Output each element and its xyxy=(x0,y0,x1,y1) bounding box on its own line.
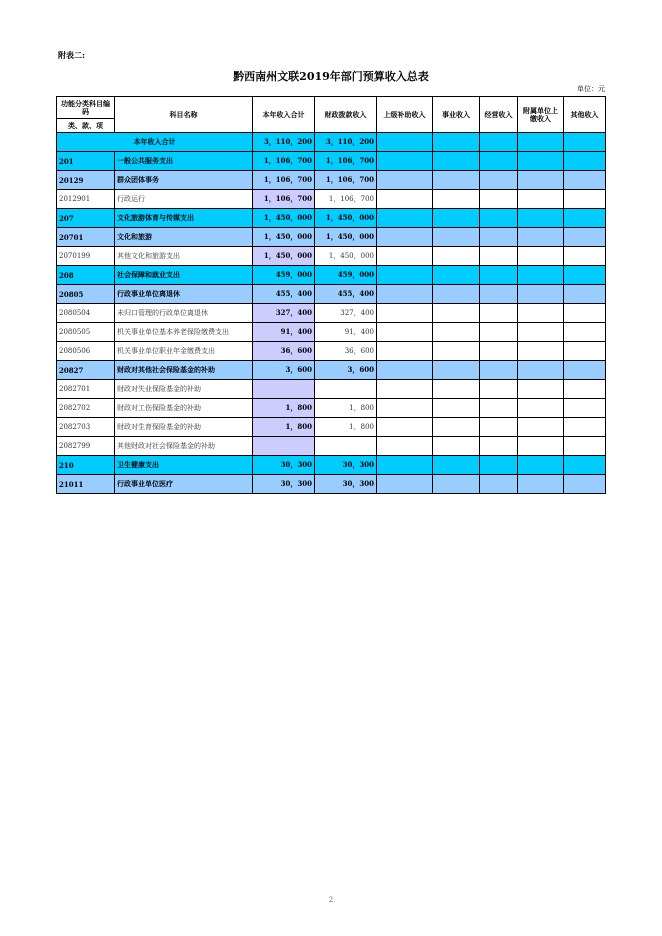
row-code: 2082799 xyxy=(57,437,115,456)
row-subject-name: 财政对工伤保险基金的补助 xyxy=(115,399,253,418)
row-code: 20827 xyxy=(57,361,115,380)
row-fiscal: 91，400 xyxy=(315,323,377,342)
empty-cell xyxy=(433,152,480,171)
empty-cell xyxy=(377,399,433,418)
empty-cell xyxy=(433,285,480,304)
empty-cell xyxy=(377,285,433,304)
row-total: 1，106，700 xyxy=(253,171,315,190)
empty-cell xyxy=(433,342,480,361)
row-subject-name: 财政对失业保险基金的补助 xyxy=(115,380,253,399)
empty-cell xyxy=(433,399,480,418)
header-other: 其他收入 xyxy=(564,97,606,133)
table-row xyxy=(57,399,606,418)
row-total xyxy=(253,437,315,456)
row-code: 2012901 xyxy=(57,190,115,209)
empty-cell xyxy=(377,209,433,228)
empty-cell xyxy=(433,380,480,399)
table-row xyxy=(57,304,606,323)
empty-cell xyxy=(377,266,433,285)
row-subject-name: 文化旅游体育与传媒支出 xyxy=(115,209,253,228)
empty-cell xyxy=(564,152,606,171)
empty-cell xyxy=(518,380,564,399)
empty-cell xyxy=(564,475,606,494)
empty-cell xyxy=(480,152,518,171)
total-row-fiscal: 3，110，200 xyxy=(315,133,377,152)
header-business: 事业收入 xyxy=(433,97,480,133)
empty-cell xyxy=(377,133,433,152)
empty-cell xyxy=(564,209,606,228)
row-code: 2080504 xyxy=(57,304,115,323)
total-row xyxy=(57,133,606,152)
row-subject-name: 行政事业单位医疗 xyxy=(115,475,253,494)
empty-cell xyxy=(433,323,480,342)
empty-cell xyxy=(480,399,518,418)
row-fiscal: 1，106，700 xyxy=(315,171,377,190)
table-row xyxy=(57,209,606,228)
row-subject-name: 行政运行 xyxy=(115,190,253,209)
empty-cell xyxy=(518,152,564,171)
empty-cell xyxy=(433,190,480,209)
empty-cell xyxy=(564,418,606,437)
row-subject-name: 其他文化和旅游支出 xyxy=(115,247,253,266)
table-row xyxy=(57,456,606,475)
empty-cell xyxy=(377,228,433,247)
row-subject-name: 文化和旅游 xyxy=(115,228,253,247)
empty-cell xyxy=(377,304,433,323)
empty-cell xyxy=(518,437,564,456)
empty-cell xyxy=(433,437,480,456)
header-class-item: 类、款、项 xyxy=(57,119,115,133)
table-row xyxy=(57,266,606,285)
row-total xyxy=(253,380,315,399)
empty-cell xyxy=(480,247,518,266)
empty-cell xyxy=(518,304,564,323)
empty-cell xyxy=(377,475,433,494)
empty-cell xyxy=(480,456,518,475)
row-code: 2082702 xyxy=(57,399,115,418)
empty-cell xyxy=(564,342,606,361)
row-code: 2080505 xyxy=(57,323,115,342)
empty-cell xyxy=(564,285,606,304)
row-code: 20805 xyxy=(57,285,115,304)
empty-cell xyxy=(518,209,564,228)
empty-cell xyxy=(518,228,564,247)
row-code: 21011 xyxy=(57,475,115,494)
row-total: 459，000 xyxy=(253,266,315,285)
empty-cell xyxy=(564,247,606,266)
header-fiscal: 财政拨款收入 xyxy=(315,97,377,133)
table-row xyxy=(57,475,606,494)
row-fiscal: 1，450，000 xyxy=(315,209,377,228)
row-total: 1，800 xyxy=(253,399,315,418)
row-subject-name: 群众团体事务 xyxy=(115,171,253,190)
empty-cell xyxy=(564,456,606,475)
row-fiscal xyxy=(315,380,377,399)
header-total: 本年收入合计 xyxy=(253,97,315,133)
row-fiscal: 1，450，000 xyxy=(315,228,377,247)
budget-income-table xyxy=(56,96,606,494)
row-subject-name: 财政对生育保险基金的补助 xyxy=(115,418,253,437)
row-total: 30，300 xyxy=(253,456,315,475)
row-total: 1，450，000 xyxy=(253,247,315,266)
empty-cell xyxy=(433,456,480,475)
header-subject-name: 科目名称 xyxy=(115,97,253,133)
empty-cell xyxy=(518,475,564,494)
row-fiscal: 30，300 xyxy=(315,456,377,475)
empty-cell xyxy=(480,171,518,190)
total-row-label: 本年收入合计 xyxy=(57,133,253,152)
row-fiscal: 327，400 xyxy=(315,304,377,323)
table-row xyxy=(57,361,606,380)
document-title: 黔西南州文联2019年部门预算收入总表 xyxy=(233,70,429,83)
row-code: 2082701 xyxy=(57,380,115,399)
empty-cell xyxy=(564,380,606,399)
row-subject-name: 机关事业单位基本养老保险缴费支出 xyxy=(115,323,253,342)
empty-cell xyxy=(433,171,480,190)
page-number: 2 xyxy=(328,896,334,904)
empty-cell xyxy=(480,475,518,494)
empty-cell xyxy=(377,380,433,399)
empty-cell xyxy=(433,266,480,285)
row-total: 1，106，700 xyxy=(253,190,315,209)
empty-cell xyxy=(377,190,433,209)
empty-cell xyxy=(564,190,606,209)
row-fiscal: 30，300 xyxy=(315,475,377,494)
empty-cell xyxy=(518,285,564,304)
empty-cell xyxy=(518,190,564,209)
row-total: 1，450，000 xyxy=(253,209,315,228)
row-code: 2080506 xyxy=(57,342,115,361)
row-code: 20129 xyxy=(57,171,115,190)
row-subject-name: 机关事业单位职业年金缴费支出 xyxy=(115,342,253,361)
empty-cell xyxy=(433,361,480,380)
row-total: 1，800 xyxy=(253,418,315,437)
empty-cell xyxy=(564,133,606,152)
row-code: 207 xyxy=(57,209,115,228)
empty-cell xyxy=(564,171,606,190)
row-subject-name: 财政对其他社会保险基金的补助 xyxy=(115,361,253,380)
row-code: 20701 xyxy=(57,228,115,247)
empty-cell xyxy=(480,304,518,323)
empty-cell xyxy=(377,437,433,456)
row-subject-name: 社会保障和就业支出 xyxy=(115,266,253,285)
empty-cell xyxy=(518,133,564,152)
empty-cell xyxy=(377,456,433,475)
header-row xyxy=(57,97,606,119)
empty-cell xyxy=(480,228,518,247)
total-row-total: 3，110，200 xyxy=(253,133,315,152)
empty-cell xyxy=(433,418,480,437)
header-operating: 经营收入 xyxy=(480,97,518,133)
empty-cell xyxy=(480,418,518,437)
empty-cell xyxy=(518,171,564,190)
row-total: 327，400 xyxy=(253,304,315,323)
table-row xyxy=(57,152,606,171)
empty-cell xyxy=(433,133,480,152)
row-code: 2070199 xyxy=(57,247,115,266)
empty-cell xyxy=(480,133,518,152)
row-subject-name: 其他财政对社会保险基金的补助 xyxy=(115,437,253,456)
row-fiscal: 1，106，700 xyxy=(315,152,377,171)
attachment-label: 附表二: xyxy=(58,50,85,60)
table-row xyxy=(57,437,606,456)
row-code: 2082703 xyxy=(57,418,115,437)
header-superior: 上级补助收入 xyxy=(377,97,433,133)
empty-cell xyxy=(564,399,606,418)
empty-cell xyxy=(480,266,518,285)
table-row xyxy=(57,228,606,247)
header-func-code: 功能分类科目编码 xyxy=(57,97,115,119)
empty-cell xyxy=(433,475,480,494)
table-row xyxy=(57,380,606,399)
empty-cell xyxy=(377,361,433,380)
row-total: 36，600 xyxy=(253,342,315,361)
empty-cell xyxy=(377,323,433,342)
unit-label: 单位：元 xyxy=(577,85,605,93)
empty-cell xyxy=(518,247,564,266)
table-row xyxy=(57,342,606,361)
table-row xyxy=(57,190,606,209)
empty-cell xyxy=(480,209,518,228)
row-fiscal: 3，600 xyxy=(315,361,377,380)
row-fiscal xyxy=(315,437,377,456)
header-affiliated: 附属单位上缴收入 xyxy=(518,97,564,133)
empty-cell xyxy=(564,304,606,323)
empty-cell xyxy=(518,323,564,342)
empty-cell xyxy=(564,437,606,456)
row-total: 1，106，700 xyxy=(253,152,315,171)
table-row xyxy=(57,418,606,437)
table-row xyxy=(57,323,606,342)
empty-cell xyxy=(518,418,564,437)
row-subject-name: 行政事业单位离退休 xyxy=(115,285,253,304)
row-subject-name: 一般公共服务支出 xyxy=(115,152,253,171)
row-fiscal: 1，450，000 xyxy=(315,247,377,266)
row-fiscal: 36，600 xyxy=(315,342,377,361)
empty-cell xyxy=(480,437,518,456)
empty-cell xyxy=(377,342,433,361)
empty-cell xyxy=(377,418,433,437)
empty-cell xyxy=(480,361,518,380)
empty-cell xyxy=(564,361,606,380)
row-fiscal: 1，800 xyxy=(315,399,377,418)
row-total: 455，400 xyxy=(253,285,315,304)
empty-cell xyxy=(518,342,564,361)
empty-cell xyxy=(377,171,433,190)
row-code: 208 xyxy=(57,266,115,285)
row-code: 210 xyxy=(57,456,115,475)
empty-cell xyxy=(564,323,606,342)
empty-cell xyxy=(480,342,518,361)
row-total: 3，600 xyxy=(253,361,315,380)
empty-cell xyxy=(518,456,564,475)
empty-cell xyxy=(433,209,480,228)
empty-cell xyxy=(377,247,433,266)
empty-cell xyxy=(518,361,564,380)
empty-cell xyxy=(564,228,606,247)
empty-cell xyxy=(480,380,518,399)
row-fiscal: 455，400 xyxy=(315,285,377,304)
empty-cell xyxy=(480,323,518,342)
row-total: 91，400 xyxy=(253,323,315,342)
empty-cell xyxy=(433,304,480,323)
row-subject-name: 未归口管理的行政单位离退休 xyxy=(115,304,253,323)
empty-cell xyxy=(433,247,480,266)
empty-cell xyxy=(518,399,564,418)
empty-cell xyxy=(480,285,518,304)
empty-cell xyxy=(564,266,606,285)
row-total: 30，300 xyxy=(253,475,315,494)
table-row xyxy=(57,171,606,190)
table-row xyxy=(57,285,606,304)
empty-cell xyxy=(377,152,433,171)
row-total: 1，450，000 xyxy=(253,228,315,247)
row-fiscal: 1，800 xyxy=(315,418,377,437)
empty-cell xyxy=(518,266,564,285)
empty-cell xyxy=(480,190,518,209)
row-fiscal: 459，000 xyxy=(315,266,377,285)
empty-cell xyxy=(433,228,480,247)
row-code: 201 xyxy=(57,152,115,171)
table-row xyxy=(57,247,606,266)
row-subject-name: 卫生健康支出 xyxy=(115,456,253,475)
row-fiscal: 1，106，700 xyxy=(315,190,377,209)
